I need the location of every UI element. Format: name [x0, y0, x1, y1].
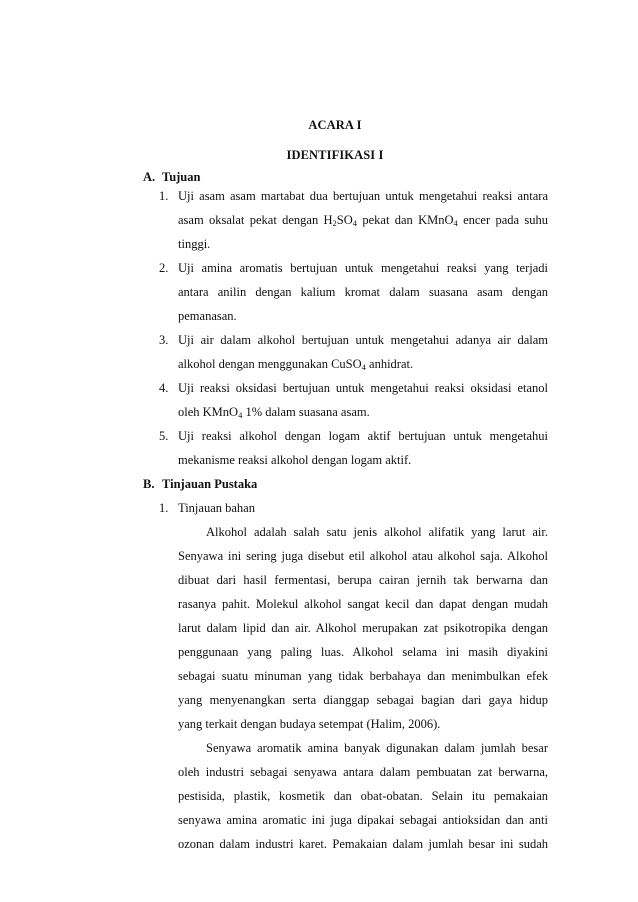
list-item-line: alkohol dengan menggunakan CuSO$_4$ anhidrat.	[178, 357, 414, 372]
section-a-heading	[143, 170, 200, 185]
list-item-number: 5.	[159, 429, 169, 443]
section-b-heading	[143, 477, 257, 492]
list-item-number: 2.	[159, 261, 169, 275]
list-item-line: Uji amina aromatis bertujuan untuk mengetahui reaksi yang terjadi	[178, 261, 548, 275]
list-item-line: Uji reaksi alkohol dengan logam aktif bertujuan untuk mengetahui	[178, 429, 548, 443]
paragraph-line: rasanya pahit. Molekul alkohol sangat kecil dan dapat dengan mudah	[178, 597, 548, 611]
paragraph-line: penggunaan yang paling luas. Alkohol selama ini masih diyakini	[178, 645, 548, 659]
list-item-line: antara anilin dengan kalium kromat dalam suasana asam dengan	[178, 285, 548, 299]
subsection-label: Tinjauan bahan	[178, 501, 255, 515]
paragraph-line: Alkohol adalah salah satu jenis alkohol alifatik yang larut air.	[206, 525, 548, 539]
paragraph-line: yang terkait dengan budaya setempat (Halim, 2006).	[178, 717, 441, 731]
paragraph-line: yang menyenangkan serta dianggap sebagai bagian dari gaya hidup	[178, 693, 548, 707]
section-b-label: Tinjauan Pustaka	[162, 477, 258, 491]
list-item-number: 1.	[159, 189, 169, 203]
paragraph-line: Senyawa ini sering juga disebut etil alkohol atau alkohol saja. Alkohol	[178, 549, 548, 563]
list-item-line: mekanisme reaksi alkohol dengan logam aktif.	[178, 453, 412, 467]
list-item-number: 4.	[159, 381, 169, 395]
list-item-line: asam oksalat pekat dengan $H_2SO_4$ pekat dan KMnO$_4$ encer pada suhu	[178, 213, 548, 228]
page-subtitle: IDENTIFIKASI I	[286, 148, 384, 162]
paragraph-line: ozonan dalam industri karet. Pemakaian dalam jumlah besar ini sudah	[178, 837, 548, 851]
paragraph-line: Senyawa aromatik amina banyak digunakan dalam jumlah besar	[206, 741, 548, 755]
paragraph-line: senyawa amina aromatic ini juga dipakai sebagai antioksidan dan anti	[178, 813, 548, 827]
list-item-line: pemanasan.	[178, 309, 237, 323]
list-item-number: 3.	[159, 333, 169, 347]
section-b-letter: B.	[143, 477, 155, 491]
page-title: ACARA I	[308, 118, 362, 132]
list-item-line: oleh KMnO$_4$ 1% dalam suasana asam.	[178, 405, 370, 420]
paragraph-line: oleh industri sebagai senyawa antara dalam pembuatan zat berwarna,	[178, 765, 548, 779]
section-a-letter: A.	[143, 170, 156, 184]
paragraph-line: pestisida, plastik, kosmetik dan obat-obatan. Selain itu pemakaian	[178, 789, 548, 803]
list-item-line: Uji air dalam alkohol bertujuan untuk mengetahui adanya air dalam	[178, 333, 548, 347]
list-item-line: Uji asam asam martabat dua bertujuan untuk mengetahui reaksi antara	[178, 189, 548, 203]
paragraph-line: dibuat dari hasil fermentasi, berupa cairan jernih tak berwarna dan	[178, 573, 548, 587]
subsection-number: 1.	[159, 501, 169, 515]
paragraph-line: larut dalam lipid dan air. Alkohol merupakan zat psikotropika dengan	[178, 621, 548, 635]
paragraph-line: sebagai suatu minuman yang tidak berbahaya dan menimbulkan efek	[178, 669, 548, 683]
section-a-label: Tujuan	[162, 170, 201, 184]
list-item-line: tinggi.	[178, 237, 211, 251]
list-item-line: Uji reaksi oksidasi bertujuan untuk mengetahui reaksi oksidasi etanol	[178, 381, 548, 395]
